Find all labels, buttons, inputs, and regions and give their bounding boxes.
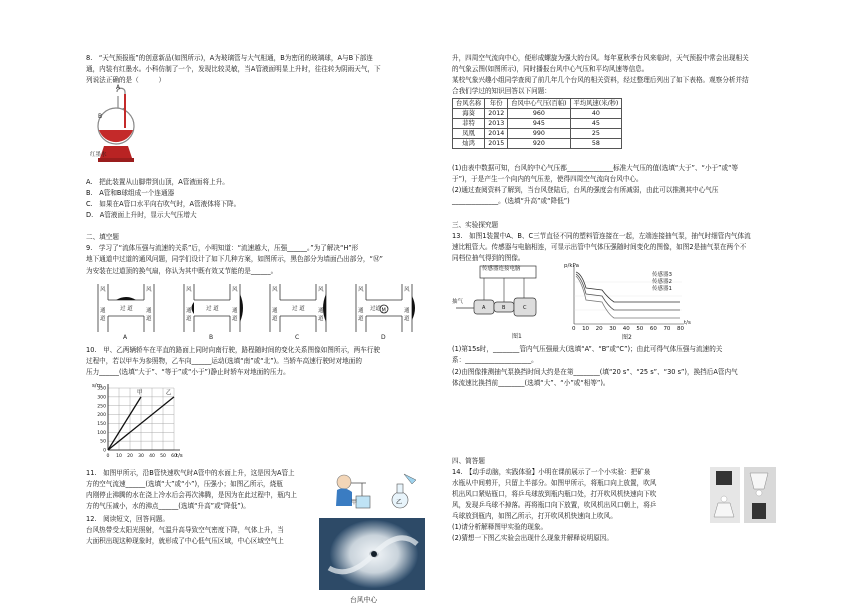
q11-line4: 方的气压减小，水的沸点______(选填“升高”或“降低”)。 [86, 502, 250, 510]
y-tick-label: 50 [100, 439, 106, 445]
q8-option-c: C. 如果在A管口水平向右吹气时，A管液体将下降。 [86, 200, 241, 208]
q12-sub2-line1: (2)通过查阅资料了解到，当台风登陆后，台风的强度会有所减弱，由此可以推测其中心气压 [452, 186, 719, 194]
section-fill-in-title: 二、填空题 [86, 233, 119, 241]
q14-line3: 机出风口紧贴瓶口，将乒乓球放到瓶内瓶口处，打开吹风机快速向下吹 [452, 490, 657, 498]
q8-stem-line2: 通，内装有红墨水。小科仿制了一个，发现比较灵敏，当A管液面明显上升时，往往转为阴雨天气，下 [86, 65, 381, 73]
y-tick-label: 100 [97, 430, 106, 436]
q8-option-b: B. A管和B球组成一个连通器 [86, 189, 175, 197]
table-cell: 990 [508, 129, 570, 139]
series-label: 乙 [166, 389, 172, 396]
q12-line2: 台风热带受太阳光照射，气温升高导致空气密度下降，气体上升，当 [86, 526, 284, 534]
distance-time-chart [86, 380, 182, 466]
flask-label-A: A [116, 84, 121, 91]
x-tick-label: 40 [149, 454, 155, 459]
svg-text:风: 风 [146, 287, 152, 293]
q14-line2: 水瓶从中间剪开，只留上半部分。如图甲所示，将瓶口向上放置，吹风 [452, 479, 657, 487]
table-cell: 灿鸿 [453, 139, 485, 149]
q13-sub1-line1: (1)第15s时，________管内气压强最大(选填“A”、“B”或“C”)；由此可得气体压强与流速的关 [452, 345, 723, 353]
q9-ventilation-figures [86, 282, 426, 342]
q13-fig1-sensor-box: 传感器连接电脑 [482, 266, 521, 272]
table-row [453, 109, 622, 119]
typhoon-caption: 台风中心 [350, 596, 378, 604]
table-header: 年份 [485, 99, 508, 109]
x-axis-label: t/s [176, 453, 183, 459]
svg-text:C: C [523, 305, 527, 311]
q11-line3: 内刚停止沸腾的水在浇上冷水后会再次沸腾，是因为在此过程中，瓶内上 [86, 491, 297, 499]
svg-text:风: 风 [272, 287, 278, 293]
svg-text:道: 道 [146, 316, 152, 322]
table-cell: 920 [508, 139, 570, 149]
q13-fig2-caption: 图2 [622, 334, 632, 341]
q12-right-line4: 合我们学过的知识回答以下问题： [452, 87, 551, 95]
q13-sub1-line2: 系：____________________。 [452, 356, 538, 364]
svg-text:道: 道 [404, 316, 410, 322]
q13-figure2-pressure-graph [562, 262, 692, 332]
svg-text:风: 风 [318, 287, 324, 293]
x-tick: 20 [595, 326, 603, 332]
section-experiment-title: 三、实验探究题 [452, 221, 499, 229]
typhoon-satellite-image [319, 518, 425, 590]
y-tick-label: 350 [97, 386, 106, 392]
typhoon-data-table [452, 98, 622, 149]
q9-line3: 为安装在过道顶的换气扇，你认为其中既有效又节能的是______。 [86, 267, 278, 275]
x-tick-label: 0 [106, 454, 110, 459]
q9-option-label-a: A [123, 334, 128, 341]
ventilation-diagrams [86, 282, 426, 334]
q13-sub2-line1: (2)由图像推测抽气泵换挡时间大约是在第________(填“20 s”、“25 s”、“30 s”)，换挡后A管内气 [452, 368, 738, 376]
svg-text:风: 风 [232, 287, 238, 293]
table-cell: 945 [508, 119, 570, 129]
svg-text:通: 通 [146, 308, 152, 314]
svg-text:过 道: 过 道 [120, 306, 133, 312]
y-axis-label: s/m [92, 383, 102, 389]
svg-text:风: 风 [358, 287, 364, 293]
svg-text:通: 通 [318, 308, 324, 314]
table-cell: 25 [570, 129, 622, 139]
q9-option-label-c: C [295, 334, 300, 341]
q14-line1: 14. 【动手动脑，实践体验】小明在课前展示了一个小实验：把矿泉 [452, 468, 651, 476]
q11-line1: 11. 如图甲所示，沿B管快速吹气时A管中的水面上升，这是因为A管上 [86, 469, 295, 477]
table-cell: 2014 [485, 129, 508, 139]
table-cell: 2015 [485, 139, 508, 149]
q11-figure-label-yi: 乙 [396, 499, 403, 506]
q9-line2: 地下通道中过道的通风问题，同学们设计了如下几种方案，如图所示，黑色部分为墙面凸出部分，“Ⓜ” [86, 255, 383, 263]
svg-text:过 道: 过 道 [206, 306, 219, 312]
q12-line1: 12. 阅读短文，回答问题。 [86, 515, 170, 523]
x-tick: 80 [677, 326, 684, 332]
svg-text:通: 通 [100, 308, 106, 314]
q14-line6: (1)请分析解释图甲实验的现象。 [452, 523, 548, 531]
q12-right-line3: 某校气象兴趣小组同学查阅了前几年几个台风的相关资料，经过整理后列出了如下表格。观察分析并结 [452, 76, 749, 84]
q11-figure-label-jia: 甲 [351, 499, 358, 506]
x-tick: 0 [572, 326, 576, 332]
q11-line2: 方的空气流速______(选填“大”或“小”)，压强小；如图乙所示，烧瓶 [86, 480, 283, 488]
q12-line3: 大面积出现这种现象时，就形成了中心低气压区域，中心区域空气上 [86, 537, 284, 545]
section-short-answer-title: 四、简答题 [452, 457, 485, 465]
q13-fig1-pump-label: 抽气 [452, 299, 464, 305]
table-row [453, 119, 622, 129]
q10-line1: 10. 甲、乙两辆轿车在平直的路面上同时向南行驶，路程随时间的变化关系图像如图所示，两车行驶 [86, 346, 381, 354]
q8-stem-line1: 8. “天气预报瓶”的创意新品(如图所示)，A为玻璃管与大气相通，B为密闭的玻璃球，A与B下部连 [86, 54, 373, 62]
q8-stem-line3: 列说法正确的是（ ） [86, 76, 166, 84]
q8-option-d: D. A管液面上升时，显示大气压增大 [86, 211, 197, 219]
svg-text:通: 通 [186, 308, 192, 314]
q10-line3: 压力______(选填“大于”、“等于”或“小于”)静止时轿车对地面的压力。 [86, 368, 290, 376]
table-header-row [453, 99, 622, 109]
x-tick-label: 30 [138, 454, 144, 459]
q8-option-a: A. 把此装置从山脚带到山顶，A管液面将上升。 [86, 178, 229, 186]
q12-sub1-line2: 于”)，于是产生一个向内的气压差，使得四周空气流向台风中心。 [452, 175, 643, 183]
table-row [453, 139, 622, 149]
svg-text:道: 道 [186, 316, 192, 322]
q12-right-line1: 升，四周空气流向中心，便形成螺旋为强大的台风。每年夏秋季台风来临时，天气预报中常会出现相关 [452, 54, 749, 62]
q13-fig2-legend-3: 传感器3 [652, 272, 672, 278]
q14-hairdryer-photos [710, 467, 776, 523]
svg-text:过道: 过道 [370, 306, 382, 312]
svg-text:风: 风 [100, 287, 106, 293]
svg-text:通: 通 [272, 308, 278, 314]
x-tick: 40 [622, 326, 630, 332]
q13-fig2-ylabel: p/kPa [564, 263, 579, 269]
svg-text:通: 通 [404, 308, 410, 314]
svg-text:M: M [381, 307, 386, 314]
q13-fig2-xlabel: t/s [684, 320, 691, 326]
q9-option-label-b: B [209, 334, 214, 341]
q13-fig2-legend-2: 传感器2 [652, 279, 672, 285]
q14-line7: (2)猜想一下图乙实验会出现什么现象并解释说明原因。 [452, 534, 613, 542]
q13-fig1-caption: 图1 [512, 333, 522, 340]
table-cell: 菲特 [453, 119, 485, 129]
q13-line3: 同档位抽气得到的图像。 [452, 254, 525, 262]
x-tick: 30 [609, 326, 617, 332]
x-tick: 10 [582, 326, 590, 332]
q13-line1: 13. 如图1装置中A、B、C三节直径不同的塑料管连接在一起，左端连接抽气泵，抽气时细管内气体流 [452, 232, 751, 240]
y-tick-label: 200 [97, 413, 106, 419]
table-cell: 45 [570, 119, 622, 129]
svg-text:道: 道 [318, 316, 324, 322]
svg-text:B: B [502, 305, 506, 311]
q13-line2: 速比粗管大。传感器与电脑相连，可显示出管中气体压强随时间变化的图像，如图2是抽气泵在两个不 [452, 243, 747, 251]
q14-line5: 乓球放到瓶内，如图乙所示，打开吹风机快速向上吹风。 [452, 512, 617, 520]
x-tick: 60 [649, 326, 657, 332]
table-cell: 凤凰 [453, 129, 485, 139]
svg-text:过 道: 过 道 [292, 306, 305, 312]
table-header: 台风名称 [453, 99, 485, 109]
svg-text:风: 风 [186, 287, 192, 293]
table-cell: 2013 [485, 119, 508, 129]
q9-line1: 9. 学习了“流体压强与流速的关系”后，小明知道：“流速越大，压强______。”为了解决“H”形 [86, 244, 359, 252]
svg-text:风: 风 [404, 287, 410, 293]
table-cell: 40 [570, 109, 622, 119]
svg-text:道: 道 [100, 316, 106, 322]
svg-text:通: 通 [232, 308, 238, 314]
y-tick-label: 0 [103, 448, 106, 454]
svg-text:通: 通 [358, 308, 364, 314]
table-cell: 960 [508, 109, 570, 119]
series-label: 甲 [137, 389, 143, 396]
table-header: 台风中心气压(百帕) [508, 99, 570, 109]
y-tick-label: 250 [97, 404, 106, 410]
table-header: 平均风速(米/秒) [570, 99, 622, 109]
table-cell: 海葵 [453, 109, 485, 119]
q12-sub2-line2: ______________。(选填“升高”或“降低”) [452, 197, 570, 205]
x-tick-label: 20 [127, 454, 133, 459]
q13-sub2-line2: 体流速比换挡前________(选填“大”、“小”或“相等”)。 [452, 379, 610, 387]
flask-label-B: B [98, 113, 103, 120]
y-tick-label: 300 [97, 395, 106, 401]
y-tick-label: 150 [97, 422, 106, 428]
x-tick-label: 60 [171, 454, 177, 459]
q10-line2: 过程中，若以甲车为参照物，乙车向______运动(选填“南”或“北”)。当轿车高速行驶时对地面的 [86, 357, 362, 365]
svg-text:A: A [482, 305, 486, 311]
table-cell: 2012 [485, 109, 508, 119]
q9-option-label-d: D [381, 334, 386, 341]
flask-caption: 红墨水 [90, 152, 107, 158]
q12-right-line2: 的气象云图(如图所示)，同时播报台风中心气压和平均风速等信息。 [452, 65, 649, 73]
x-tick: 70 [663, 326, 671, 332]
q13-fig2-legend-1: 传感器1 [652, 286, 672, 292]
q12-sub1-line1: (1)由表中数据可知，台风的中心气压都______________标准大气压的值(选填“大于”、“小于”或“等 [452, 164, 739, 172]
x-tick-label: 50 [160, 454, 166, 459]
table-row [453, 129, 622, 139]
q11-experiment-figure [334, 470, 424, 514]
x-tick-label: 10 [116, 454, 122, 459]
table-cell: 58 [570, 139, 622, 149]
svg-text:道: 道 [272, 316, 278, 322]
svg-text:道: 道 [232, 316, 238, 322]
q14-line4: 风，发现乒乓球不掉落。再将瓶口向下放置，吹风机出风口朝上，将乒 [452, 501, 657, 509]
x-tick: 50 [636, 326, 644, 332]
svg-text:道: 道 [358, 316, 364, 322]
